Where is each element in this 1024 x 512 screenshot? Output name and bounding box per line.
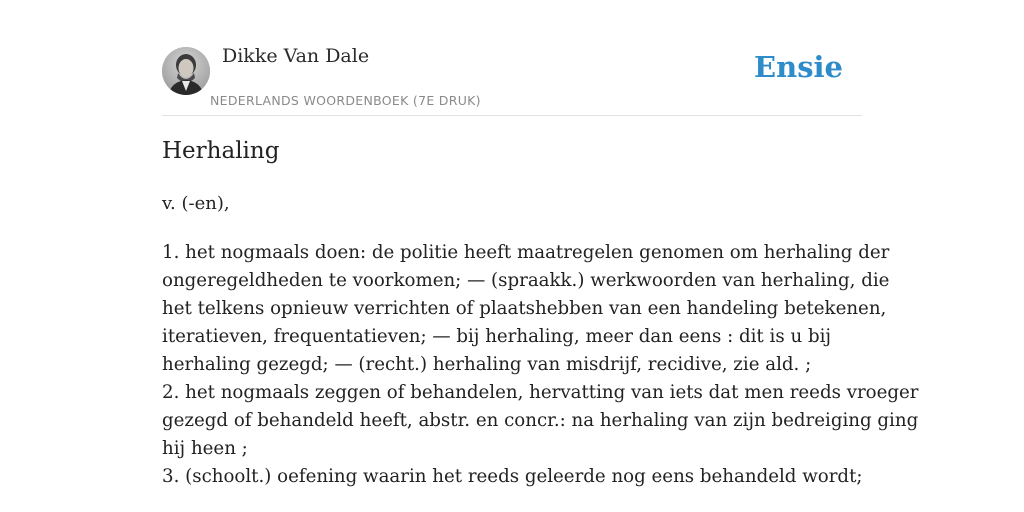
definition-line: 3. (schoolt.) oefening waarin het reeds geleerde nog eens behandeld wordt;	[162, 466, 863, 487]
source-header	[162, 0, 862, 116]
definition-line: gezegd of behandeld heeft, abstr. en concr.: na herhaling van zijn bedreiging ging	[162, 410, 919, 431]
entry-grammar: v. (-en),	[162, 193, 230, 214]
portrait-icon	[162, 47, 210, 95]
definition-line: herhaling gezegd; — (recht.) herhaling van misdrijf, recidive, zie ald. ;	[162, 354, 812, 375]
definition-line: het telkens opnieuw verrichten of plaatshebben van een handeling betekenen,	[162, 298, 887, 319]
definition-line: 1. het nogmaals doen: de politie heeft maatregelen genomen om herhaling der	[162, 242, 890, 263]
author-name[interactable]: Dikke Van Dale	[222, 45, 370, 67]
entry-definitions	[162, 239, 919, 491]
definition-line: iteratieven, frequentatieven; — bij herhaling, meer dan eens : dit is u bij	[162, 326, 832, 347]
definition-line: hij heen ;	[162, 438, 248, 459]
page-container	[162, 0, 919, 487]
author-avatar[interactable]	[162, 47, 210, 95]
definition-line: 2. het nogmaals zeggen of behandelen, hervatting van iets dat men reeds vroeger	[162, 382, 919, 403]
entry-title: Herhaling	[162, 138, 280, 164]
ensie-logo[interactable]: Ensie	[754, 50, 843, 84]
definition-line: ongeregeldheden te voorkomen; — (spraakk.) werkwoorden van herhaling, die	[162, 270, 890, 291]
dictionary-source[interactable]: NEDERLANDS WOORDENBOEK (7E DRUK)	[210, 93, 481, 108]
